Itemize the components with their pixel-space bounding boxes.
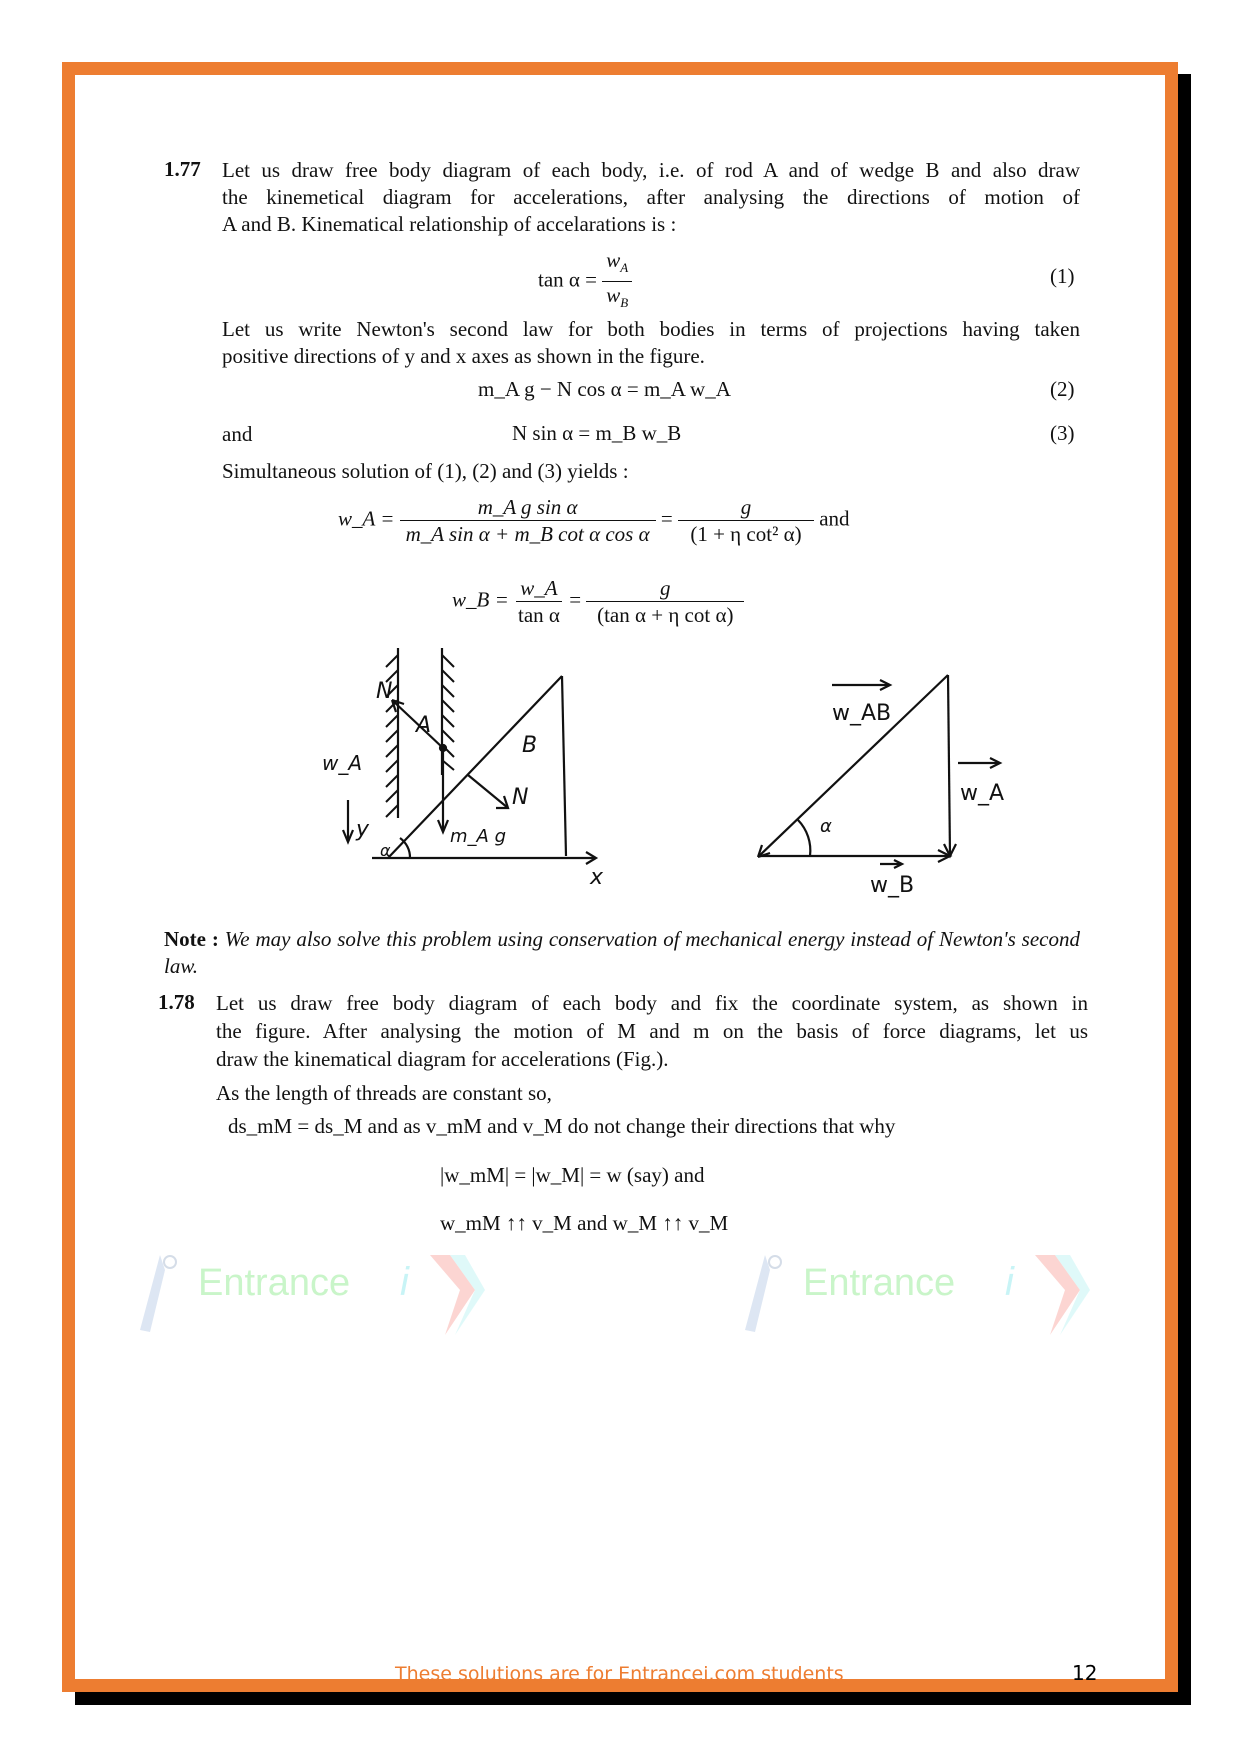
equation-3-prefix: and	[222, 422, 253, 446]
equation-wB: w_B = $\frac{w\_A}{\text{tan α}}$ = $\frac{g}{\text{(tan α + η cot α)}}$	[452, 575, 744, 628]
wB-num2: g	[586, 575, 744, 602]
equation-line-1: ds_mM = ds_M and as v_mM and v_M do not change their directions that why	[228, 1114, 896, 1138]
wA-den1: m_A sin α + m_B cot α cos α	[405, 522, 650, 546]
problem-number: 1.78	[158, 990, 195, 1014]
watermark-text: Entrance	[198, 1262, 351, 1304]
equation-2: m_A g − N cos α = m_A w_A	[478, 377, 731, 401]
label-x: x	[590, 865, 604, 890]
watermark-arrow-icon	[420, 1250, 490, 1340]
equation-3: N sin α = m_B w_B	[512, 421, 682, 445]
watermark-i: i	[400, 1260, 409, 1304]
page-shadow-bottom	[75, 1692, 1191, 1705]
label-mAg: m_A g	[450, 826, 506, 847]
intro-line-3: draw the kinematical diagram for accelerations (Fig.).	[216, 1047, 669, 1071]
label-B: B	[522, 733, 538, 758]
label-N1: N	[376, 679, 393, 704]
intro-line-1: Let us draw free body diagram of each body, i.e. of rod A and of wedge B and also draw	[222, 158, 1080, 182]
watermark-figure-icon	[130, 1250, 200, 1340]
page-shadow-right	[1178, 74, 1191, 1705]
equation-1-label: (1)	[1050, 264, 1075, 288]
label-alpha: α	[380, 841, 391, 860]
eq1-den: w	[606, 283, 621, 307]
equation-wA: w_A = $\frac{\text{m\_A g sin α}}{\text{m\_A sin α + m\_B cot α cos α}}$ = $\frac{g}{\text{(1 + η cot² α)}}$ and	[338, 495, 850, 546]
newton-line-1: Let us write Newton's second law for both bodies in terms of projections having taken	[222, 317, 1080, 341]
kinematic-diagram	[720, 660, 1020, 920]
watermark-arrow-icon	[1025, 1250, 1095, 1340]
wB-den2: (tan α + η cot α)	[597, 603, 734, 627]
wA-num2: g	[678, 494, 814, 521]
page-number: 12	[1072, 1661, 1098, 1685]
free-body-diagram	[300, 640, 620, 890]
footer-text: These solutions are for Entrancei.com students	[395, 1663, 844, 1685]
solution-text: Simultaneous solution of (1), (2) and (3) yields :	[222, 459, 629, 483]
intro-line-2: the figure. After analysing the motion of M and m on the basis of force diagrams, let us	[216, 1019, 1088, 1043]
wA-den2: (1 + η cot² α)	[690, 522, 802, 546]
equation-line-2: |w_mM| = |w_M| = w (say) and	[440, 1163, 705, 1187]
label-wA: w_A	[960, 781, 1005, 806]
note-text: We may also solve this problem using conservation of mechanical energy instead of Newton's second law.	[164, 927, 1081, 978]
wA-num1: m_A g sin α	[400, 494, 656, 521]
equation-3-label: (3)	[1050, 421, 1075, 445]
label-wAB: w_AB	[832, 701, 892, 726]
constant-text: As the length of threads are constant so,	[216, 1081, 552, 1105]
wA-lhs: w_A =	[338, 506, 395, 531]
label-N2: N	[512, 785, 529, 810]
intro-line-2: the kinemetical diagram for accelerations, after analysing the directions of motion of	[222, 185, 1080, 209]
newton-line-2: positive directions of y and x axes as shown in the figure.	[222, 344, 705, 368]
label-wA: w_A	[322, 751, 363, 775]
watermark-i: i	[1005, 1260, 1014, 1304]
wB-den1: tan α	[518, 603, 560, 627]
wB-lhs: w_B =	[452, 587, 509, 612]
note	[164, 926, 1080, 980]
wB-num1: w_A	[516, 575, 561, 602]
eq1-lhs: tan α =	[538, 267, 598, 292]
watermark-figure-icon	[735, 1250, 805, 1340]
equation-2-label: (2)	[1050, 377, 1075, 401]
label-A: A	[416, 713, 432, 738]
eq1-num: w	[606, 248, 621, 272]
equation-line-3: w_mM ↑↑ v_M and w_M ↑↑ v_M	[440, 1211, 729, 1235]
note-label: Note :	[164, 927, 219, 951]
wA-suffix: and	[819, 506, 850, 531]
label-y: y	[356, 817, 370, 842]
problem-number: 1.77	[164, 157, 201, 181]
equation-1: tan α = $\frac{w_A}{w_B}$	[538, 247, 632, 316]
label-wB: w_B	[870, 873, 915, 898]
label-alpha: α	[820, 816, 832, 837]
watermark-text: Entrance	[803, 1262, 956, 1304]
intro-line-3: A and B. Kinematical relationship of accelarations is :	[222, 212, 677, 236]
intro-line-1: Let us draw free body diagram of each body and fix the coordinate system, as shown in	[216, 991, 1088, 1015]
